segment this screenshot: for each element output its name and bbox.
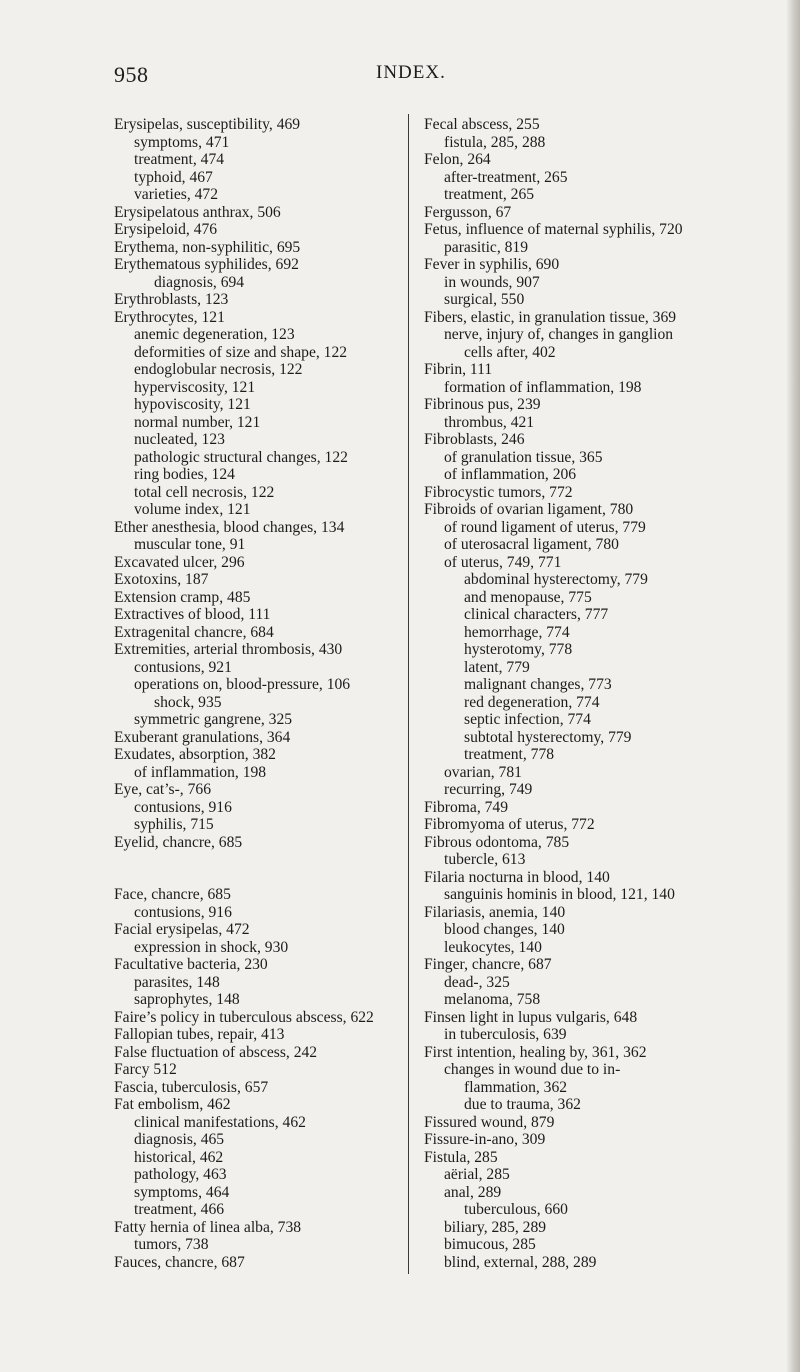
index-entry: of uterosacral ligament, 780 bbox=[444, 536, 619, 553]
index-entry: of inflammation, 206 bbox=[444, 466, 577, 483]
index-entry: thrombus, 421 bbox=[444, 413, 535, 431]
index-entry: tubercle, 613 bbox=[444, 851, 526, 868]
index-entry: Erythematous syphilides, 692 bbox=[114, 256, 299, 273]
index-entry: varieties, 472 bbox=[134, 186, 219, 203]
index-entry: contusions, 916 bbox=[134, 798, 232, 816]
index-entry: abdominal hysterectomy, 779 bbox=[464, 571, 648, 588]
index-entry: anal, 289 bbox=[444, 1183, 502, 1201]
index-entry: nucleated, 123 bbox=[134, 431, 225, 448]
index-entry: deformities of size and shape, 122 bbox=[134, 343, 348, 361]
index-entry: treatment, 265 bbox=[444, 186, 535, 203]
index-entry: Fissured wound, 879 bbox=[424, 1113, 555, 1131]
index-entry: Extragenital chancre, 684 bbox=[114, 623, 274, 641]
index-entry: hemorrhage, 774 bbox=[464, 623, 570, 641]
index-entry: biliary, 285, 289 bbox=[444, 1218, 547, 1236]
index-entry: blind, external, 288, 289 bbox=[444, 1253, 597, 1271]
page-edge-shadow bbox=[786, 0, 800, 1372]
index-entry: fistula, 285, 288 bbox=[444, 133, 546, 151]
index-entry: Fibroma, 749 bbox=[424, 798, 509, 816]
index-entry: hyperviscosity, 121 bbox=[134, 378, 256, 396]
index-entry: blood changes, 140 bbox=[444, 921, 565, 938]
index-entry: anemic degeneration, 123 bbox=[134, 326, 295, 343]
index-entry: treatment, 778 bbox=[464, 746, 555, 763]
index-entry: recurring, 749 bbox=[444, 781, 533, 798]
index-entry: in wounds, 907 bbox=[444, 273, 540, 291]
index-entry: volume index, 121 bbox=[134, 501, 251, 518]
index-entry: Fibers, elastic, in granulation tissue, 369 bbox=[424, 308, 677, 326]
index-entry: Facultative bacteria, 230 bbox=[114, 956, 268, 973]
index-entry: syphilis, 715 bbox=[134, 816, 214, 833]
index-entry: nerve, injury of, changes in ganglion bbox=[444, 326, 674, 343]
index-entry: shock, 935 bbox=[154, 693, 222, 711]
page-number: 958 bbox=[114, 62, 149, 87]
index-entry: contusions, 921 bbox=[134, 658, 232, 676]
index-entry: septic infection, 774 bbox=[464, 711, 591, 728]
index-entry: of granulation tissue, 365 bbox=[444, 448, 603, 466]
index-entry: treatment, 466 bbox=[134, 1201, 225, 1218]
index-entry: pathologic structural changes, 122 bbox=[134, 448, 348, 466]
index-entry: Fibrin, 111 bbox=[424, 361, 493, 378]
index-entry: tumors, 738 bbox=[134, 1236, 209, 1253]
index-entry: Erysipelas, susceptibility, 469 bbox=[114, 116, 301, 133]
index-entry: False fluctuation of abscess, 242 bbox=[114, 1043, 318, 1061]
index-entry: normal number, 121 bbox=[134, 413, 261, 431]
index-entry: subtotal hysterectomy, 779 bbox=[464, 728, 632, 746]
index-entry: Fistula, 285 bbox=[424, 1148, 498, 1166]
index-entry: parasitic, 819 bbox=[444, 238, 529, 256]
index-entry: Exotoxins, 187 bbox=[114, 571, 209, 588]
index-entry: symmetric gangrene, 325 bbox=[134, 711, 293, 728]
index-entry: Fat embolism, 462 bbox=[114, 1096, 231, 1113]
index-entry: Fibroids of ovarian ligament, 780 bbox=[424, 501, 634, 518]
index-entry: Fissure-in-ano, 309 bbox=[424, 1131, 546, 1148]
index-entry: Fibrocystic tumors, 772 bbox=[424, 483, 573, 501]
index-entry: tuberculous, 660 bbox=[464, 1201, 568, 1218]
index-entry: Erythroblasts, 123 bbox=[114, 291, 229, 308]
index-entry: clinical characters, 777 bbox=[464, 606, 609, 623]
index-entry: Fergusson, 67 bbox=[424, 203, 512, 221]
index-entry: typhoid, 467 bbox=[134, 168, 213, 186]
index-entry: surgical, 550 bbox=[444, 291, 525, 308]
index-entry: melanoma, 758 bbox=[444, 991, 541, 1008]
index-entry: Filaria nocturna in blood, 140 bbox=[424, 868, 610, 886]
index-entry: latent, 779 bbox=[464, 658, 530, 676]
index-entry: parasites, 148 bbox=[134, 973, 220, 991]
index-entry: Fauces, chancre, 687 bbox=[114, 1253, 245, 1271]
index-entry: muscular tone, 91 bbox=[134, 536, 246, 553]
index-entry: sanguinis hominis in blood, 121, 140 bbox=[444, 886, 675, 903]
index-entry: Extremities, arterial thrombosis, 430 bbox=[114, 641, 343, 658]
index-entry: in tuberculosis, 639 bbox=[444, 1026, 567, 1043]
index-entry: Erysipelatous anthrax, 506 bbox=[114, 203, 281, 221]
index-entry: Felon, 264 bbox=[424, 151, 491, 168]
index-entry: Ether anesthesia, blood changes, 134 bbox=[114, 518, 345, 536]
index-entry: symptoms, 471 bbox=[134, 133, 230, 151]
index-entry: clinical manifestations, 462 bbox=[134, 1113, 306, 1131]
index-entry: of inflammation, 198 bbox=[134, 763, 267, 781]
index-entry: Extractives of blood, 111 bbox=[114, 606, 271, 623]
column-divider bbox=[408, 114, 409, 1274]
index-entry: Fibroblasts, 246 bbox=[424, 431, 525, 448]
index-entry: bimucous, 285 bbox=[444, 1236, 536, 1253]
index-entry: cells after, 402 bbox=[464, 343, 556, 361]
index-entry: Excavated ulcer, 296 bbox=[114, 553, 245, 571]
index-entry: Eyelid, chancre, 685 bbox=[114, 833, 243, 851]
index-entry: flammation, 362 bbox=[464, 1078, 568, 1096]
index-entry: hypoviscosity, 121 bbox=[134, 396, 251, 413]
index-entry: Filariasis, anemia, 140 bbox=[424, 903, 566, 921]
index-entry: due to trauma, 362 bbox=[464, 1096, 581, 1113]
index-entry: total cell necrosis, 122 bbox=[134, 483, 275, 501]
index-entry: Fetus, influence of maternal syphilis, 720 bbox=[424, 221, 683, 238]
index-entry: changes in wound due to in- bbox=[444, 1061, 621, 1078]
index-entry: Finger, chancre, 687 bbox=[424, 956, 552, 973]
index-column-right bbox=[424, 116, 716, 1271]
index-entry: Facial erysipelas, 472 bbox=[114, 921, 250, 938]
index-entry: aërial, 285 bbox=[444, 1166, 510, 1183]
index-entry: Fecal abscess, 255 bbox=[424, 116, 540, 133]
index-entry: Exuberant granulations, 364 bbox=[114, 728, 291, 746]
index-entry: hysterotomy, 778 bbox=[464, 641, 573, 658]
index-entry: Face, chancre, 685 bbox=[114, 886, 231, 903]
index-entry: Erythrocytes, 121 bbox=[114, 308, 225, 326]
index-entry: operations on, blood-pressure, 106 bbox=[134, 676, 351, 693]
index-entry: Farcy 512 bbox=[114, 1061, 177, 1078]
index-entry: Extension cramp, 485 bbox=[114, 588, 251, 606]
index-entry: red degeneration, 774 bbox=[464, 693, 600, 711]
index-entry: contusions, 916 bbox=[134, 903, 232, 921]
index-entry: Exudates, absorption, 382 bbox=[114, 746, 276, 763]
index-entry: expression in shock, 930 bbox=[134, 938, 289, 956]
index-entry: of uterus, 749, 771 bbox=[444, 553, 562, 571]
page-header bbox=[0, 62, 800, 92]
index-entry: treatment, 474 bbox=[134, 151, 225, 168]
index-entry: after-treatment, 265 bbox=[444, 168, 568, 186]
index-entry: Faire’s policy in tuberculous abscess, 622 bbox=[114, 1008, 374, 1026]
index-entry: diagnosis, 694 bbox=[154, 273, 245, 291]
index-entry: Erysipeloid, 476 bbox=[114, 221, 218, 238]
index-entry: symptoms, 464 bbox=[134, 1183, 230, 1201]
index-entry: malignant changes, 773 bbox=[464, 676, 612, 693]
index-entry: historical, 462 bbox=[134, 1148, 224, 1166]
index-entry: Fever in syphilis, 690 bbox=[424, 256, 560, 273]
index-entry: dead-, 325 bbox=[444, 973, 510, 991]
index-entry: Finsen light in lupus vulgaris, 648 bbox=[424, 1008, 638, 1026]
index-entry: endoglobular necrosis, 122 bbox=[134, 361, 303, 378]
index-entry: diagnosis, 465 bbox=[134, 1131, 225, 1148]
index-entry: Fibrinous pus, 239 bbox=[424, 396, 541, 413]
index-entry: pathology, 463 bbox=[134, 1166, 227, 1183]
index-entry: formation of inflammation, 198 bbox=[444, 378, 642, 396]
index-entry: Fatty hernia of linea alba, 738 bbox=[114, 1218, 302, 1236]
index-column-left bbox=[114, 116, 394, 1271]
index-entry: Fallopian tubes, repair, 413 bbox=[114, 1026, 285, 1043]
index-entry: Fibrous odontoma, 785 bbox=[424, 833, 570, 851]
index-entry: Erythema, non-syphilitic, 695 bbox=[114, 238, 301, 256]
index-entry: Fibromyoma of uterus, 772 bbox=[424, 816, 595, 833]
index-entry: and menopause, 775 bbox=[464, 588, 592, 606]
index-entry: of round ligament of uterus, 779 bbox=[444, 518, 646, 536]
index-entry: saprophytes, 148 bbox=[134, 991, 240, 1008]
index-entry: ovarian, 781 bbox=[444, 763, 522, 781]
index-entry: Eye, cat’s-, 766 bbox=[114, 781, 211, 798]
index-entry: ring bodies, 124 bbox=[134, 466, 235, 483]
index-entry: First intention, healing by, 361, 362 bbox=[424, 1043, 647, 1061]
index-entry: Fascia, tuberculosis, 657 bbox=[114, 1078, 269, 1096]
running-title: INDEX. bbox=[376, 62, 446, 83]
index-entry: leukocytes, 140 bbox=[444, 938, 542, 956]
